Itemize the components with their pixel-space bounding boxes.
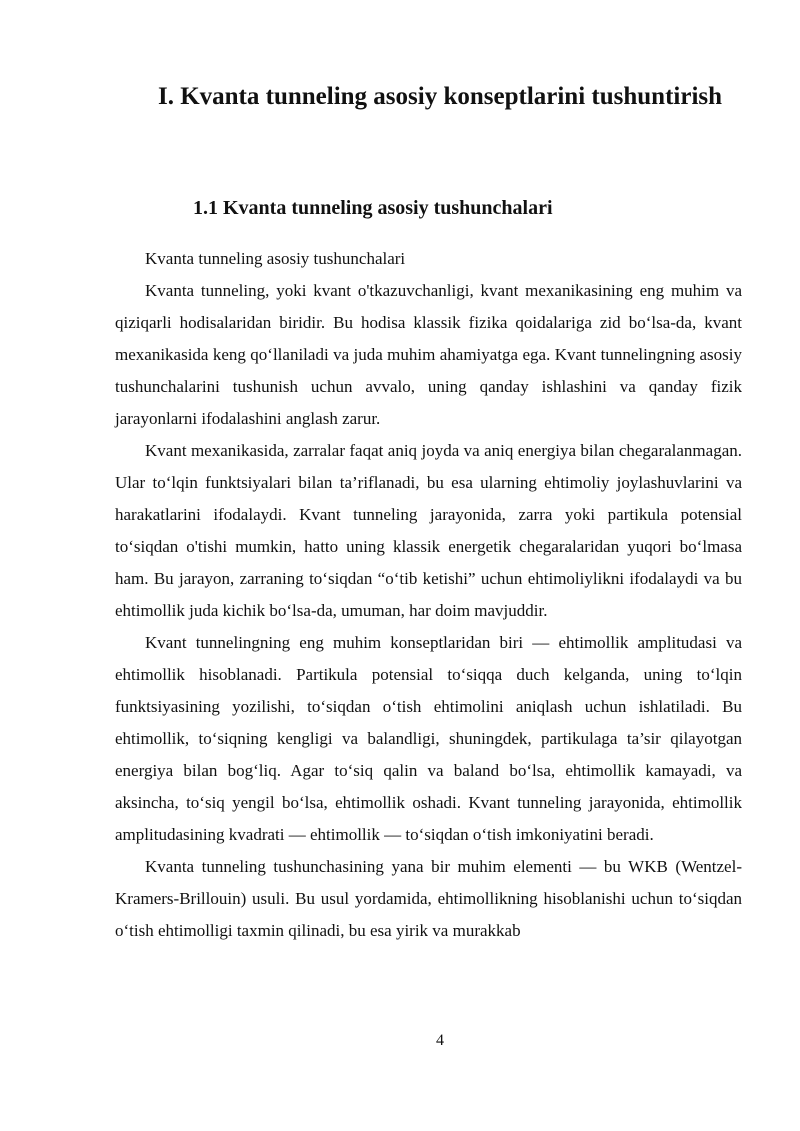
page-number: 4 xyxy=(436,1032,444,1049)
section-heading: 1.1 Kvanta tunneling asosiy tushunchalari xyxy=(193,197,553,219)
chapter-title: I. Kvanta tunneling asosiy konseptlarini tushuntirish xyxy=(157,83,723,110)
body-text xyxy=(115,243,742,947)
paragraph-intro-line: Kvanta tunneling asosiy tushunchalari xyxy=(145,249,406,268)
paragraph-1: Kvanta tunneling, yoki kvant o'tkazuvchanligi, kvant mexanikasining eng muhim va qiziqarli hodisalaridan biridir. Bu hodisa klassik fizika qoidalariga zid bo‘lsa-da, kvant mexanikasida keng qo‘llaniladi va juda muhim ahamiyatga ega. Kvant tunnelingning asosiy tushunchalarini tushunish uchun avvalo, uning qanday ishlashini va qanday fizik jarayonlarni ifodalashini anglash zarur. xyxy=(115,281,742,428)
paragraph-3: Kvant tunnelingning eng muhim konseptlaridan biri — ehtimollik amplitudasi va ehtimollik hisoblanadi. Partikula potensial to‘siqqa duch kelganda, uning to‘lqin funktsiyasining yozilishi, to‘siqdan o‘tish ehtimolini aniqlash uchun ishlatiladi. Bu ehtimollik, to‘siqning kengligi va balandligi, shuningdek, partikulaga ta’sir qilayotgan energiya bilan bog‘liq. Agar to‘siq qalin va baland bo‘lsa, ehtimollik kamayadi, va aksincha, to‘siq yengil bo‘lsa, ehtimollik oshadi. Kvant tunneling jarayonida, ehtimollik amplitudasining kvadrati — ehtimollik — to‘siqdan o‘tish imkoniyatini beradi. xyxy=(115,633,742,844)
paragraph-4: Kvanta tunneling tushunchasining yana bir muhim elementi — bu WKB (Wentzel-Kramers-Brillouin) usuli. Bu usul yordamida, ehtimollikning hisoblanishi uchun to‘siqdan o‘tish ehtimolligi taxmin qilinadi, bu esa yirik va murakkab xyxy=(115,857,742,940)
paragraph-2: Kvant mexanikasida, zarralar faqat aniq joyda va aniq energiya bilan chegaralanmagan. Ular to‘lqin funktsiyalari bilan ta’riflanadi, bu esa ularning ehtimoliy joylashuvlarini va harakatlarini ifodalaydi. Kvant tunneling jarayonida, zarra yoki partikula potensial to‘siqdan o'tishi mumkin, hatto uning klassik energetik chegaralaridan yuqori bo‘lmasa ham. Bu jarayon, zarraning to‘siqdan “o‘tib ketishi” uchun ehtimoliylikni ifodalaydi va bu ehtimollik juda kichik bo‘lsa-da, umuman, har doim mavjuddir. xyxy=(115,441,742,620)
